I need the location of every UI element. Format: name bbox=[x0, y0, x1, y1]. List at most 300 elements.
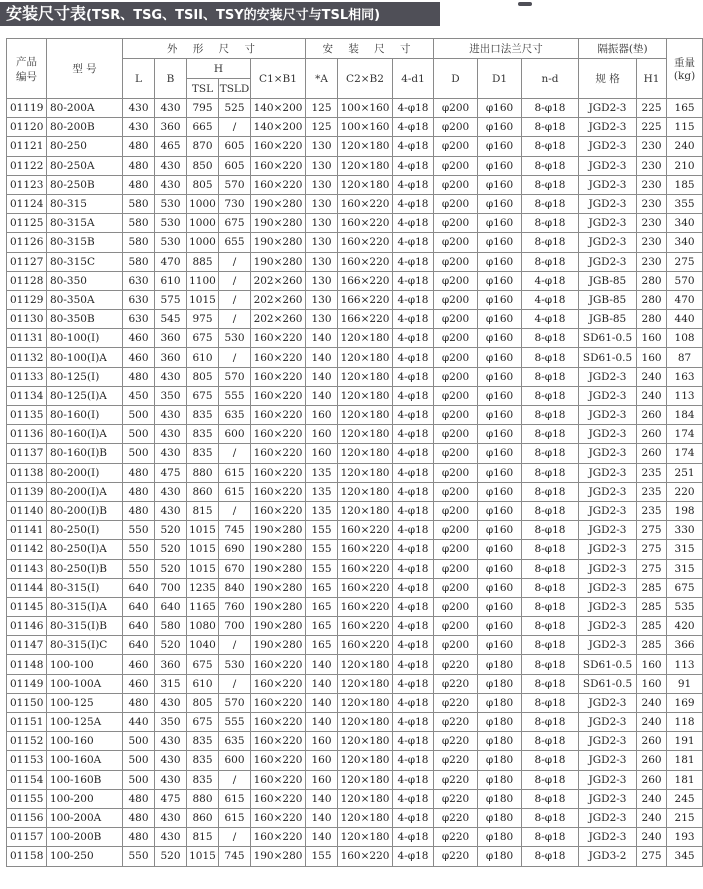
cell-isolator-spec: JGD2-3 bbox=[579, 425, 637, 444]
cell-H1: 160 bbox=[637, 348, 667, 367]
cell-C2B2: 120×180 bbox=[338, 789, 393, 808]
cell-H1: 260 bbox=[637, 732, 667, 751]
cell-product-no: 01143 bbox=[7, 559, 47, 578]
cell-isolator-spec: JGD2-3 bbox=[579, 156, 637, 175]
table-row bbox=[7, 655, 703, 674]
cell-C2B2: 120×180 bbox=[338, 425, 393, 444]
cell-C2B2: 166×220 bbox=[338, 271, 393, 290]
cell-H-TSL: 1080 bbox=[187, 617, 219, 636]
cell-weight: 163 bbox=[667, 367, 703, 386]
cell-C2B2: 160×220 bbox=[338, 252, 393, 271]
cell-H-TSLD: / bbox=[219, 290, 251, 309]
cell-D: φ200 bbox=[434, 559, 478, 578]
cell-B: 530 bbox=[155, 233, 187, 252]
cell-L: 580 bbox=[123, 252, 155, 271]
cell-H-TSLD: 600 bbox=[219, 425, 251, 444]
cell-H-TSL: 880 bbox=[187, 463, 219, 482]
cell-isolator-spec: JGD2-3 bbox=[579, 137, 637, 156]
cell-weight: 113 bbox=[667, 386, 703, 405]
cell-D1: φ160 bbox=[478, 329, 522, 348]
cell-weight: 108 bbox=[667, 329, 703, 348]
cell-nd: 8-φ18 bbox=[522, 175, 579, 194]
cell-C2B2: 160×220 bbox=[338, 617, 393, 636]
cell-model: 100-125A bbox=[47, 713, 123, 732]
cell-H-TSL: 1015 bbox=[187, 521, 219, 540]
cell-H1: 230 bbox=[637, 137, 667, 156]
cell-H-TSLD: / bbox=[219, 310, 251, 329]
cell-D: φ200 bbox=[434, 156, 478, 175]
cell-product-no: 01152 bbox=[7, 732, 47, 751]
cell-D1: φ160 bbox=[478, 482, 522, 501]
cell-C1B1: 160×220 bbox=[251, 386, 306, 405]
cell-model: 80-200(I)A bbox=[47, 482, 123, 501]
cell-H-TSL: 610 bbox=[187, 674, 219, 693]
cell-H1: 230 bbox=[637, 156, 667, 175]
table-row bbox=[7, 290, 703, 309]
cell-A: 160 bbox=[306, 770, 338, 789]
cell-nd: 8-φ18 bbox=[522, 425, 579, 444]
cell-nd: 8-φ18 bbox=[522, 406, 579, 425]
cell-weight: 675 bbox=[667, 578, 703, 597]
cell-isolator-spec: JGD2-3 bbox=[579, 693, 637, 712]
cell-H-TSL: 1000 bbox=[187, 214, 219, 233]
cell-isolator-spec: JGD2-3 bbox=[579, 559, 637, 578]
cell-B: 430 bbox=[155, 808, 187, 827]
cell-weight: 193 bbox=[667, 828, 703, 847]
cell-nd: 8-φ18 bbox=[522, 348, 579, 367]
cell-D1: φ160 bbox=[478, 252, 522, 271]
cell-H1: 235 bbox=[637, 482, 667, 501]
cell-d1: 4-φ18 bbox=[393, 828, 434, 847]
cell-model: 80-200A bbox=[47, 99, 123, 118]
table-row bbox=[7, 367, 703, 386]
cell-d1: 4-φ18 bbox=[393, 348, 434, 367]
cell-C2B2: 120×180 bbox=[338, 386, 393, 405]
cell-C1B1: 140×200 bbox=[251, 118, 306, 137]
cell-H-TSLD: 670 bbox=[219, 559, 251, 578]
cell-product-no: 01144 bbox=[7, 578, 47, 597]
cell-product-no: 01130 bbox=[7, 310, 47, 329]
cell-isolator-spec: SD61-0.5 bbox=[579, 655, 637, 674]
cell-model: 100-250 bbox=[47, 847, 123, 866]
cell-nd: 4-φ18 bbox=[522, 310, 579, 329]
cell-L: 480 bbox=[123, 501, 155, 520]
cell-product-no: 01149 bbox=[7, 674, 47, 693]
cell-d1: 4-φ18 bbox=[393, 367, 434, 386]
cell-D1: φ160 bbox=[478, 175, 522, 194]
cell-C1B1: 160×220 bbox=[251, 770, 306, 789]
cell-weight: 115 bbox=[667, 118, 703, 137]
cell-H-TSL: 805 bbox=[187, 367, 219, 386]
cell-isolator-spec: JGD2-3 bbox=[579, 540, 637, 559]
cell-D: φ220 bbox=[434, 713, 478, 732]
cell-H-TSL: 885 bbox=[187, 252, 219, 271]
cell-D: φ200 bbox=[434, 597, 478, 616]
cell-A: 135 bbox=[306, 501, 338, 520]
cell-L: 480 bbox=[123, 808, 155, 827]
cell-product-no: 01124 bbox=[7, 194, 47, 213]
cell-D1: φ160 bbox=[478, 194, 522, 213]
cell-B: 575 bbox=[155, 290, 187, 309]
table-row bbox=[7, 674, 703, 693]
cell-d1: 4-φ18 bbox=[393, 713, 434, 732]
cell-D1: φ160 bbox=[478, 99, 522, 118]
header-TSLD: TSLD bbox=[219, 79, 251, 99]
cell-B: 360 bbox=[155, 348, 187, 367]
cell-C1B1: 190×280 bbox=[251, 252, 306, 271]
cell-product-no: 01141 bbox=[7, 521, 47, 540]
cell-C2B2: 120×180 bbox=[338, 655, 393, 674]
cell-C1B1: 190×280 bbox=[251, 578, 306, 597]
header-D1: D1 bbox=[478, 59, 522, 99]
cell-B: 520 bbox=[155, 540, 187, 559]
cell-L: 460 bbox=[123, 329, 155, 348]
cell-product-no: 01132 bbox=[7, 348, 47, 367]
cell-H1: 235 bbox=[637, 501, 667, 520]
cell-d1: 4-φ18 bbox=[393, 137, 434, 156]
cell-D: φ200 bbox=[434, 617, 478, 636]
cell-d1: 4-φ18 bbox=[393, 444, 434, 463]
cell-D: φ220 bbox=[434, 770, 478, 789]
cell-D: φ200 bbox=[434, 329, 478, 348]
cell-H-TSL: 805 bbox=[187, 175, 219, 194]
cell-product-no: 01156 bbox=[7, 808, 47, 827]
cell-nd: 8-φ18 bbox=[522, 732, 579, 751]
header-install-dims: 安 装 尺 寸 bbox=[306, 39, 434, 59]
cell-H-TSLD: 615 bbox=[219, 789, 251, 808]
cell-A: 135 bbox=[306, 463, 338, 482]
cell-d1: 4-φ18 bbox=[393, 406, 434, 425]
cell-B: 520 bbox=[155, 521, 187, 540]
cell-H-TSLD: / bbox=[219, 674, 251, 693]
cell-model: 80-315(I)B bbox=[47, 617, 123, 636]
cell-d1: 4-φ18 bbox=[393, 425, 434, 444]
table-row bbox=[7, 808, 703, 827]
cell-isolator-spec: JGD2-3 bbox=[579, 808, 637, 827]
cell-D: φ220 bbox=[434, 847, 478, 866]
cell-B: 520 bbox=[155, 559, 187, 578]
cell-B: 430 bbox=[155, 444, 187, 463]
cell-d1: 4-φ18 bbox=[393, 386, 434, 405]
cell-B: 315 bbox=[155, 674, 187, 693]
cell-nd: 8-φ18 bbox=[522, 655, 579, 674]
cell-H-TSL: 815 bbox=[187, 501, 219, 520]
cell-weight: 240 bbox=[667, 137, 703, 156]
cell-weight: 345 bbox=[667, 847, 703, 866]
table-row bbox=[7, 194, 703, 213]
cell-isolator-spec: JGD2-3 bbox=[579, 501, 637, 520]
cell-product-no: 01139 bbox=[7, 482, 47, 501]
cell-L: 640 bbox=[123, 597, 155, 616]
cell-H1: 260 bbox=[637, 425, 667, 444]
cell-C2B2: 120×180 bbox=[338, 329, 393, 348]
cell-nd: 8-φ18 bbox=[522, 713, 579, 732]
cell-H-TSLD: 760 bbox=[219, 597, 251, 616]
header-product-no-line1: 产品 bbox=[16, 55, 37, 68]
cell-H1: 260 bbox=[637, 406, 667, 425]
cell-A: 155 bbox=[306, 540, 338, 559]
table-row bbox=[7, 233, 703, 252]
cell-isolator-spec: SD61-0.5 bbox=[579, 348, 637, 367]
cell-L: 500 bbox=[123, 406, 155, 425]
cell-product-no: 01134 bbox=[7, 386, 47, 405]
cell-H-TSLD: 615 bbox=[219, 482, 251, 501]
cell-isolator-spec: JGD2-3 bbox=[579, 99, 637, 118]
cell-C1B1: 160×220 bbox=[251, 655, 306, 674]
cell-C2B2: 160×220 bbox=[338, 214, 393, 233]
cell-isolator-spec: JGD2-3 bbox=[579, 233, 637, 252]
cell-B: 475 bbox=[155, 789, 187, 808]
cell-H-TSL: 835 bbox=[187, 751, 219, 770]
cell-H1: 240 bbox=[637, 693, 667, 712]
cell-nd: 8-φ18 bbox=[522, 137, 579, 156]
cell-H1: 260 bbox=[637, 444, 667, 463]
table-row bbox=[7, 271, 703, 290]
cell-product-no: 01142 bbox=[7, 540, 47, 559]
cell-C1B1: 190×280 bbox=[251, 559, 306, 578]
cell-product-no: 01122 bbox=[7, 156, 47, 175]
cell-D: φ200 bbox=[434, 578, 478, 597]
cell-H-TSLD: 525 bbox=[219, 99, 251, 118]
cell-D1: φ160 bbox=[478, 559, 522, 578]
cell-H1: 160 bbox=[637, 674, 667, 693]
cell-A: 130 bbox=[306, 310, 338, 329]
cell-C1B1: 160×220 bbox=[251, 789, 306, 808]
cell-product-no: 01158 bbox=[7, 847, 47, 866]
cell-L: 500 bbox=[123, 444, 155, 463]
cell-nd: 8-φ18 bbox=[522, 808, 579, 827]
cell-C1B1: 202×260 bbox=[251, 290, 306, 309]
cell-isolator-spec: JGD3-2 bbox=[579, 847, 637, 866]
cell-H-TSLD: 605 bbox=[219, 156, 251, 175]
cell-H-TSL: 1000 bbox=[187, 194, 219, 213]
header-model: 型 号 bbox=[47, 39, 123, 99]
cell-A: 135 bbox=[306, 482, 338, 501]
cell-weight: 181 bbox=[667, 751, 703, 770]
cell-H1: 280 bbox=[637, 271, 667, 290]
cell-A: 140 bbox=[306, 789, 338, 808]
cell-C1B1: 190×280 bbox=[251, 597, 306, 616]
cell-L: 550 bbox=[123, 540, 155, 559]
cell-C1B1: 160×220 bbox=[251, 137, 306, 156]
cell-C2B2: 166×220 bbox=[338, 290, 393, 309]
cell-H-TSLD: 570 bbox=[219, 175, 251, 194]
cell-weight: 340 bbox=[667, 233, 703, 252]
cell-H-TSLD: 555 bbox=[219, 713, 251, 732]
cell-weight: 245 bbox=[667, 789, 703, 808]
cell-D1: φ160 bbox=[478, 540, 522, 559]
cell-nd: 8-φ18 bbox=[522, 386, 579, 405]
cell-C1B1: 190×280 bbox=[251, 233, 306, 252]
cell-nd: 4-φ18 bbox=[522, 271, 579, 290]
cell-B: 520 bbox=[155, 636, 187, 655]
table-row bbox=[7, 463, 703, 482]
cell-D: φ200 bbox=[434, 540, 478, 559]
cell-C1B1: 160×220 bbox=[251, 713, 306, 732]
cell-H1: 225 bbox=[637, 118, 667, 137]
cell-H-TSL: 880 bbox=[187, 789, 219, 808]
cell-H-TSLD: / bbox=[219, 348, 251, 367]
cell-d1: 4-φ18 bbox=[393, 156, 434, 175]
cell-model: 80-125(I)A bbox=[47, 386, 123, 405]
cell-L: 480 bbox=[123, 828, 155, 847]
cell-D: φ200 bbox=[434, 501, 478, 520]
table-row bbox=[7, 770, 703, 789]
cell-L: 460 bbox=[123, 655, 155, 674]
cell-H1: 285 bbox=[637, 636, 667, 655]
cell-product-no: 01136 bbox=[7, 425, 47, 444]
cell-C1B1: 160×220 bbox=[251, 367, 306, 386]
cell-H-TSL: 870 bbox=[187, 137, 219, 156]
cell-weight: 169 bbox=[667, 693, 703, 712]
header-weight bbox=[667, 39, 703, 99]
cell-A: 140 bbox=[306, 828, 338, 847]
cell-C2B2: 120×180 bbox=[338, 828, 393, 847]
header-d1: 4-d1 bbox=[393, 59, 434, 99]
cell-H-TSLD: 675 bbox=[219, 214, 251, 233]
cell-H-TSLD: 745 bbox=[219, 847, 251, 866]
cell-H-TSLD: 570 bbox=[219, 693, 251, 712]
cell-H1: 275 bbox=[637, 540, 667, 559]
cell-B: 520 bbox=[155, 847, 187, 866]
cell-nd: 8-φ18 bbox=[522, 214, 579, 233]
cell-D: φ200 bbox=[434, 252, 478, 271]
cell-model: 100-160B bbox=[47, 770, 123, 789]
cell-weight: 165 bbox=[667, 99, 703, 118]
cell-H-TSL: 1015 bbox=[187, 540, 219, 559]
cell-A: 130 bbox=[306, 214, 338, 233]
cell-H-TSL: 665 bbox=[187, 118, 219, 137]
cell-H1: 240 bbox=[637, 808, 667, 827]
cell-nd: 8-φ18 bbox=[522, 329, 579, 348]
cell-product-no: 01140 bbox=[7, 501, 47, 520]
cell-d1: 4-φ18 bbox=[393, 233, 434, 252]
cell-H1: 230 bbox=[637, 214, 667, 233]
cell-model: 100-100 bbox=[47, 655, 123, 674]
cell-nd: 8-φ18 bbox=[522, 156, 579, 175]
cell-H-TSL: 860 bbox=[187, 808, 219, 827]
cell-A: 165 bbox=[306, 636, 338, 655]
cell-nd: 8-φ18 bbox=[522, 118, 579, 137]
cell-B: 610 bbox=[155, 271, 187, 290]
cell-model: 80-315A bbox=[47, 214, 123, 233]
cell-D: φ200 bbox=[434, 425, 478, 444]
cell-L: 430 bbox=[123, 99, 155, 118]
cell-nd: 8-φ18 bbox=[522, 194, 579, 213]
cell-d1: 4-φ18 bbox=[393, 808, 434, 827]
cell-D: φ220 bbox=[434, 732, 478, 751]
cell-model: 80-250B bbox=[47, 175, 123, 194]
cell-D: φ220 bbox=[434, 828, 478, 847]
cell-product-no: 01148 bbox=[7, 655, 47, 674]
cell-B: 430 bbox=[155, 751, 187, 770]
cell-nd: 8-φ18 bbox=[522, 751, 579, 770]
cell-isolator-spec: JGD2-3 bbox=[579, 406, 637, 425]
cell-model: 100-100A bbox=[47, 674, 123, 693]
cell-D1: φ160 bbox=[478, 636, 522, 655]
cell-product-no: 01133 bbox=[7, 367, 47, 386]
cell-weight: 275 bbox=[667, 252, 703, 271]
cell-nd: 8-φ18 bbox=[522, 444, 579, 463]
cell-H-TSLD: / bbox=[219, 501, 251, 520]
cell-nd: 8-φ18 bbox=[522, 540, 579, 559]
cell-H-TSL: 610 bbox=[187, 348, 219, 367]
cell-product-no: 01129 bbox=[7, 290, 47, 309]
cell-B: 430 bbox=[155, 99, 187, 118]
table-row bbox=[7, 175, 703, 194]
cell-D1: φ180 bbox=[478, 674, 522, 693]
cell-H-TSL: 675 bbox=[187, 386, 219, 405]
cell-weight: 174 bbox=[667, 425, 703, 444]
cell-D: φ200 bbox=[434, 406, 478, 425]
cell-L: 440 bbox=[123, 713, 155, 732]
table-row bbox=[7, 713, 703, 732]
cell-d1: 4-φ18 bbox=[393, 732, 434, 751]
cell-C2B2: 120×180 bbox=[338, 693, 393, 712]
cell-D1: φ180 bbox=[478, 751, 522, 770]
cell-B: 430 bbox=[155, 693, 187, 712]
cell-H-TSLD: 555 bbox=[219, 386, 251, 405]
cell-isolator-spec: JGB-85 bbox=[579, 310, 637, 329]
cell-A: 130 bbox=[306, 137, 338, 156]
cell-D1: φ160 bbox=[478, 521, 522, 540]
cell-product-no: 01121 bbox=[7, 137, 47, 156]
cell-L: 480 bbox=[123, 482, 155, 501]
header-TSL: TSL bbox=[187, 79, 219, 99]
cell-product-no: 01125 bbox=[7, 214, 47, 233]
table-row bbox=[7, 310, 703, 329]
cell-isolator-spec: JGD2-3 bbox=[579, 617, 637, 636]
table-row bbox=[7, 329, 703, 348]
cell-H1: 230 bbox=[637, 175, 667, 194]
cell-d1: 4-φ18 bbox=[393, 655, 434, 674]
cell-C1B1: 160×220 bbox=[251, 463, 306, 482]
cell-C2B2: 120×180 bbox=[338, 713, 393, 732]
cell-H-TSL: 1015 bbox=[187, 290, 219, 309]
cell-product-no: 01127 bbox=[7, 252, 47, 271]
cell-H-TSL: 1100 bbox=[187, 271, 219, 290]
cell-D: φ200 bbox=[434, 444, 478, 463]
cell-isolator-spec: JGD2-3 bbox=[579, 386, 637, 405]
cell-d1: 4-φ18 bbox=[393, 271, 434, 290]
cell-d1: 4-φ18 bbox=[393, 290, 434, 309]
cell-D: φ200 bbox=[434, 99, 478, 118]
cell-weight: 470 bbox=[667, 290, 703, 309]
cell-model: 80-315C bbox=[47, 252, 123, 271]
cell-A: 130 bbox=[306, 156, 338, 175]
cell-H1: 240 bbox=[637, 713, 667, 732]
header-product-no-line2: 编号 bbox=[16, 70, 37, 83]
cell-D1: φ160 bbox=[478, 137, 522, 156]
cell-D: φ200 bbox=[434, 636, 478, 655]
table-row bbox=[7, 597, 703, 616]
cell-L: 460 bbox=[123, 674, 155, 693]
cell-product-no: 01155 bbox=[7, 789, 47, 808]
cell-L: 630 bbox=[123, 271, 155, 290]
cell-H-TSLD: 840 bbox=[219, 578, 251, 597]
header-B: B bbox=[155, 59, 187, 99]
cell-d1: 4-φ18 bbox=[393, 214, 434, 233]
cell-H1: 230 bbox=[637, 194, 667, 213]
cell-nd: 8-φ18 bbox=[522, 693, 579, 712]
cell-H1: 240 bbox=[637, 789, 667, 808]
cell-H-TSLD: 615 bbox=[219, 463, 251, 482]
cell-H-TSL: 805 bbox=[187, 693, 219, 712]
cell-B: 430 bbox=[155, 482, 187, 501]
cell-A: 125 bbox=[306, 118, 338, 137]
cell-H-TSLD: 530 bbox=[219, 329, 251, 348]
cell-D: φ200 bbox=[434, 463, 478, 482]
